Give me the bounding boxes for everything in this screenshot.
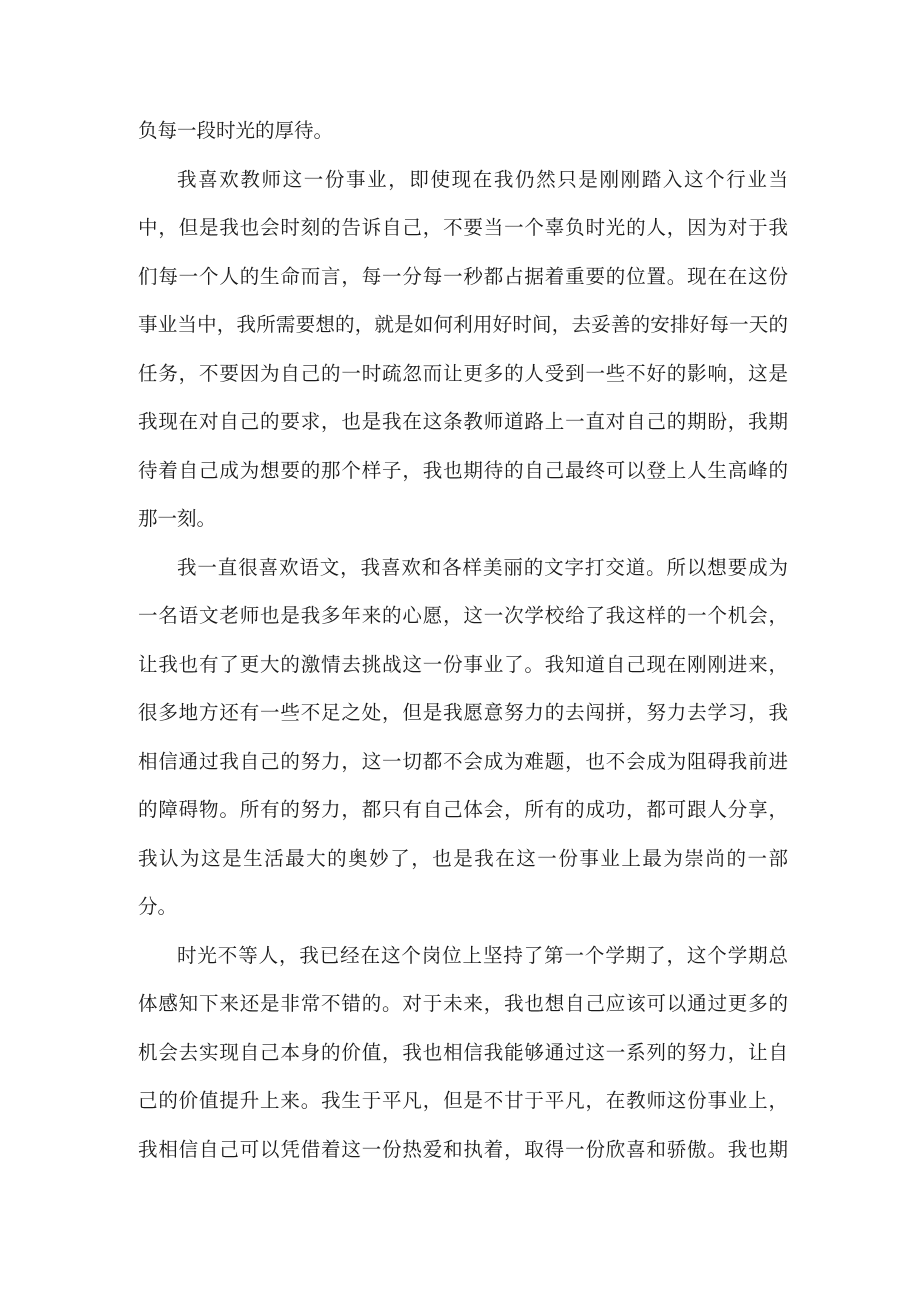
text-line: 事业当中，我所需要想的，就是如何利用好时间，去妥善的安排好每一天的	[138, 313, 788, 336]
text-line: 中，但是我也会时刻的告诉自己，不要当一个辜负时光的人，因为对于我	[138, 216, 788, 239]
text-line: 们每一个人的生命而言，每一分每一秒都占据着重要的位置。现在在这份	[138, 264, 788, 288]
text-line: 机会去实现自己本身的价值，我也相信我能够通过这一系列的努力，让自	[138, 1040, 788, 1064]
text-line: 相信通过我自己的努力，这一切都不会成为难题，也不会成为阻碍我前进	[138, 749, 788, 773]
text-line: 负每一段时光的厚待。	[138, 119, 334, 142]
text-line: 让我也有了更大的激情去挑战这一份事业了。我知道自己现在刚刚进来，	[138, 652, 788, 676]
text-line: 很多地方还有一些不足之处，但是我愿意努力的去闯拼，努力去学习，我	[138, 701, 788, 724]
text-line: 我认为这是生活最大的奥妙了，也是我在这一份事业上最为崇尚的一部	[138, 846, 788, 870]
text-line: 那一刻。	[138, 507, 217, 530]
text-line: 体感知下来还是非常不错的。对于未来，我也想自己应该可以通过更多的	[138, 992, 788, 1015]
text-line: 分。	[138, 895, 178, 918]
text-line: 我一直很喜欢语文，我喜欢和各样美丽的文字打交道。所以想要成为	[177, 555, 788, 579]
text-line: 己的价值提升上来。我生于平凡，但是不甘于平凡，在教师这份事业上，	[138, 1089, 788, 1112]
text-line: 我现在对自己的要求，也是我在这条教师道路上一直对自己的期盼，我期	[138, 410, 788, 433]
text-line: 我喜欢教师这一份事业，即使现在我仍然只是刚刚踏入这个行业当	[177, 167, 788, 191]
text-line: 时光不等人，我已经在这个岗位上坚持了第一个学期了，这个学期总	[177, 943, 788, 967]
text-line: 的障碍物。所有的努力，都只有自己体会，所有的成功，都可跟人分享，	[138, 798, 788, 821]
text-line: 待着自己成为想要的那个样子，我也期待的自己最终可以登上人生高峰的	[138, 458, 788, 482]
text-line: 一名语文老师也是我多年来的心愿，这一次学校给了我这样的一个机会，	[138, 604, 788, 627]
text-line: 任务，不要因为自己的一时疏忽而让更多的人受到一些不好的影响，这是	[138, 361, 788, 385]
document-body	[138, 107, 788, 1174]
text-line: 我相信自己可以凭借着这一份热爱和执着，取得一份欣喜和骄傲。我也期	[138, 1137, 788, 1161]
